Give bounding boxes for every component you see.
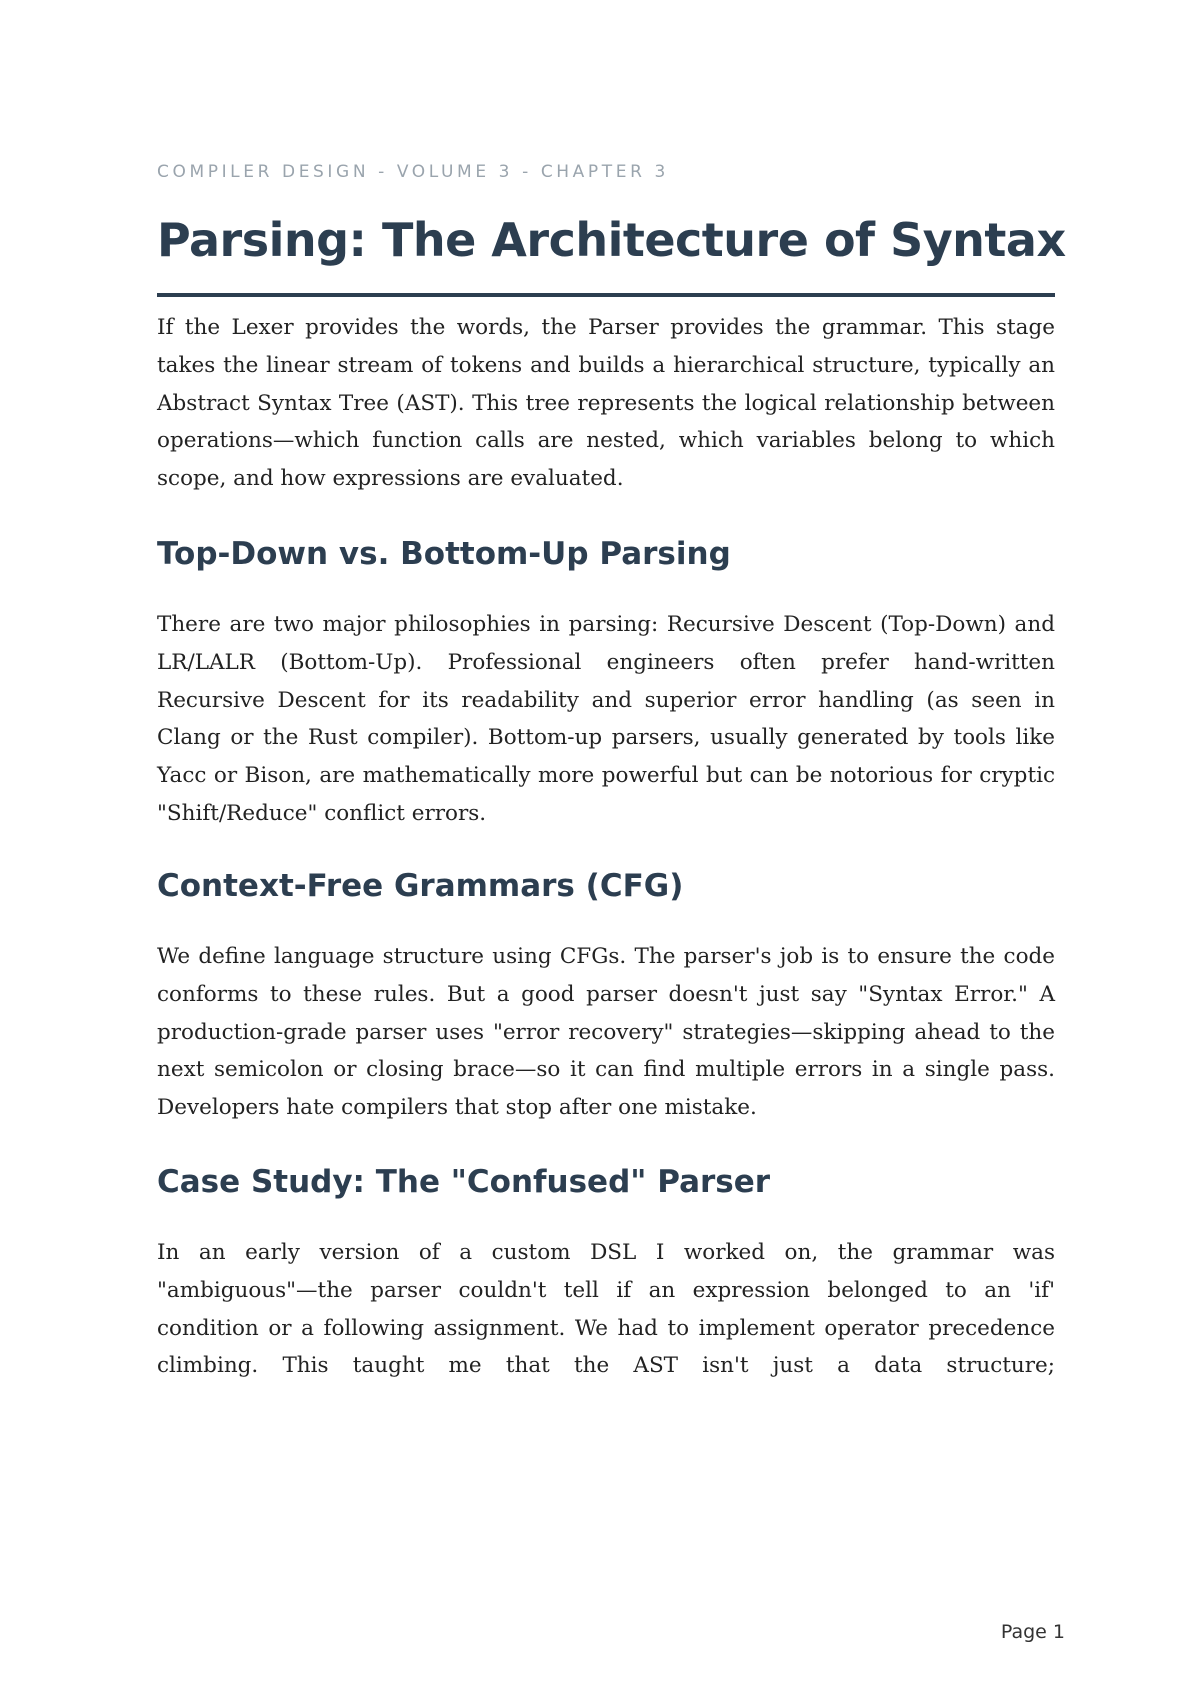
section-heading-context-free-grammars: Context-Free Grammars (CFG) bbox=[157, 868, 684, 904]
case-study-paragraph: In an early version of a custom DSL I worked on, the grammar was "ambiguous"—the parser couldn't tell if an expression belonged to an 'if' condition or a following assignment. We had to implement operator precedence climbing. This taught me that the AST isn't just a data structure; bbox=[157, 1240, 1055, 1379]
section-heading-top-down-vs-bottom-up: Top-Down vs. Bottom-Up Parsing bbox=[157, 536, 731, 572]
page-number: Page 1 bbox=[1000, 1621, 1065, 1643]
title-underline-divider bbox=[157, 293, 1055, 297]
chapter-kicker: COMPILER DESIGN - VOLUME 3 - CHAPTER 3 bbox=[157, 162, 669, 182]
section-heading-case-study: Case Study: The "Confused" Parser bbox=[157, 1164, 771, 1200]
top-down-vs-bottom-up-paragraph: There are two major philosophies in parsing: Recursive Descent (Top-Down) and LR/LALR (Bottom-Up). Professional engineers often prefer hand-written Recursive Descent for its readability and superior error handling (as seen in Clang or the Rust compiler). Bottom-up parsers, usually generated by tools like Yacc or Bison, are mathematically more powerful but can be notorious for cryptic "Shift/Reduce" conflict errors. bbox=[157, 612, 1055, 826]
page-title: Parsing: The Architecture of Syntax bbox=[157, 213, 1066, 267]
context-free-grammars-paragraph: We define language structure using CFGs. The parser's job is to ensure the code conforms to these rules. But a good parser doesn't just say "Syntax Error." A production-grade parser uses "error recovery" strategies—skipping ahead to the next semicolon or closing brace—so it can find multiple errors in a single pass. Developers hate compilers that stop after one mistake. bbox=[157, 944, 1055, 1121]
intro-paragraph: If the Lexer provides the words, the Parser provides the grammar. This stage takes the linear stream of tokens and builds a hierarchical structure, typically an Abstract Syntax Tree (AST). This tree represents the logical relationship between operations—which function calls are nested, which variables belong to which scope, and how expressions are evaluated. bbox=[157, 315, 1055, 492]
